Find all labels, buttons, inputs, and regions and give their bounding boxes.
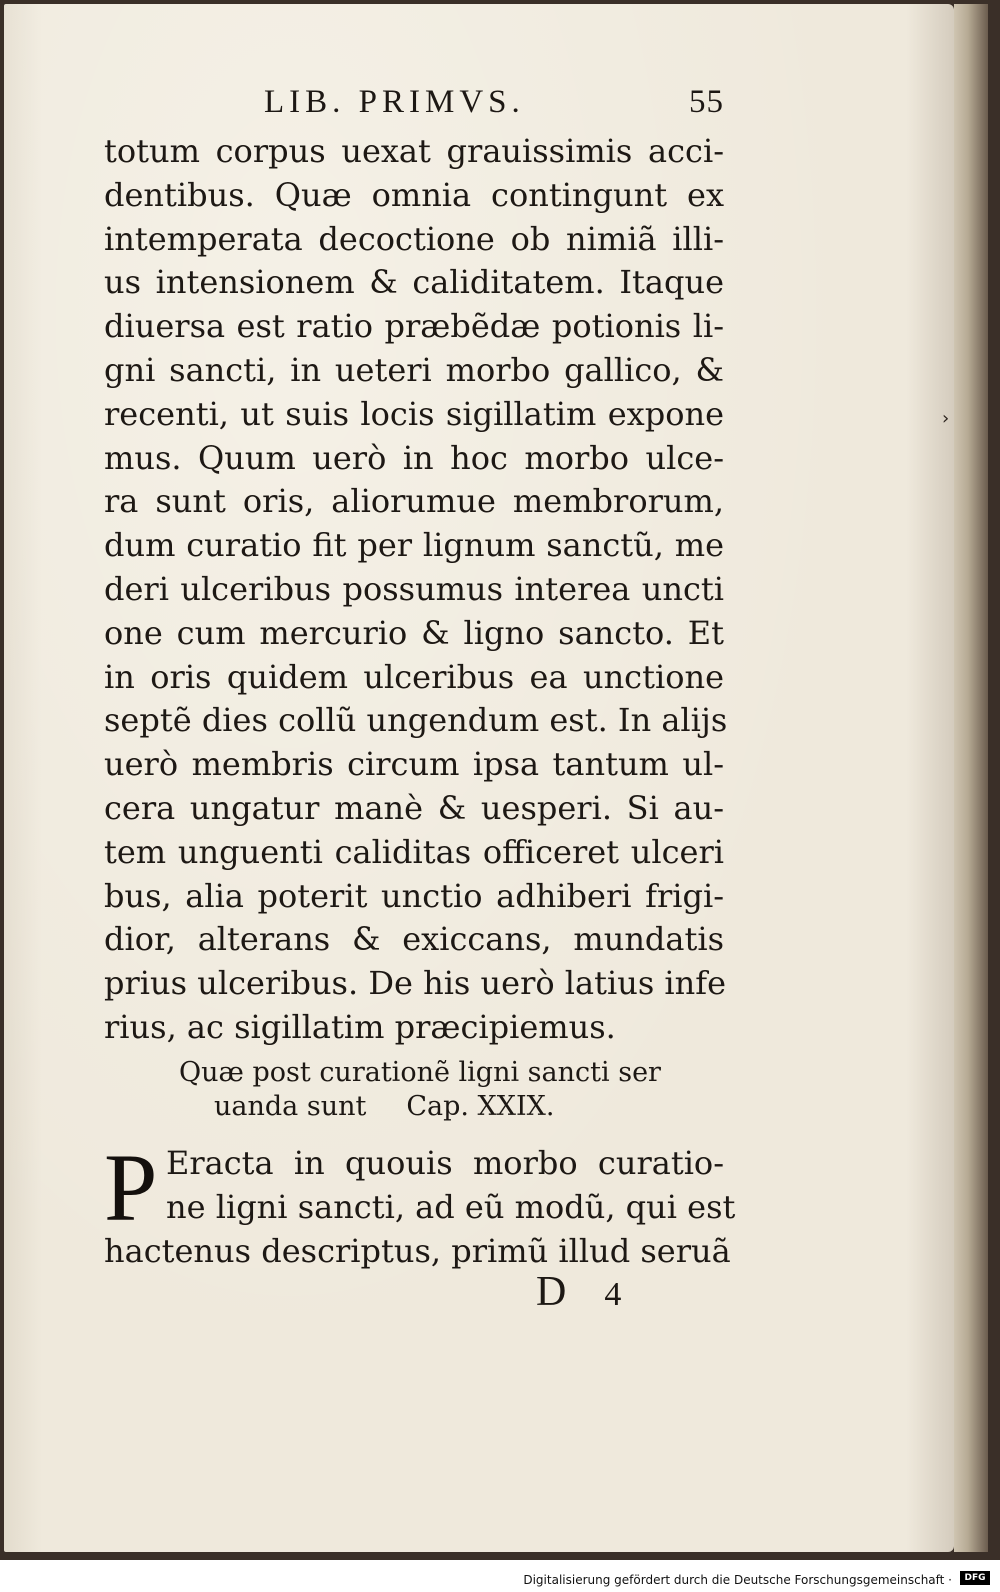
body-paragraph bbox=[104, 130, 728, 1050]
page-number: 55 bbox=[689, 84, 724, 120]
signature-number: 4 bbox=[604, 1276, 622, 1313]
text-line: dum curatio fit per lignum sanctũ, me bbox=[104, 526, 724, 565]
text-line: mus. Quum uerò in hoc morbo ulce- bbox=[104, 438, 724, 477]
text-line: prius ulceribus. De his uerò latius infe bbox=[104, 964, 727, 1003]
chapter-heading-line: Quæ post curationẽ ligni sancti ser bbox=[179, 1057, 661, 1088]
signature-mark bbox=[536, 1268, 621, 1316]
book-page bbox=[4, 4, 954, 1552]
text-line: in oris quidem ulceribus ea unctione bbox=[104, 657, 724, 696]
text-line: septẽ dies collũ ungendum est. In alijs bbox=[104, 701, 728, 740]
text-line: cera ungatur manè & uesperi. Si au- bbox=[104, 788, 724, 827]
signature-letter: D bbox=[536, 1269, 567, 1315]
running-head-title: LIB. PRIMVS. bbox=[264, 84, 525, 120]
dfg-logo: DFG bbox=[960, 1571, 990, 1585]
page-edge bbox=[954, 4, 988, 1552]
chapter-heading bbox=[179, 1056, 661, 1124]
text-line: one cum mercurio & ligno sancto. Et bbox=[104, 613, 724, 652]
text-line: intemperata decoctione ob nimiã illi- bbox=[104, 219, 724, 258]
text-line: dentibus. Quæ omnia contingunt ex bbox=[104, 175, 724, 214]
text-line: gni sancti, in ueteri morbo gallico, & bbox=[104, 350, 724, 389]
text-line: dior, alterans & exiccans, mundatis bbox=[104, 920, 724, 959]
chapter-heading-text: uanda sunt bbox=[214, 1091, 367, 1122]
text-line: us intensionem & caliditatem. Itaque bbox=[104, 263, 724, 302]
text-line: ra sunt oris, aliorumue membrorum, bbox=[104, 482, 724, 521]
text-line: totum corpus uexat grauissimis acci- bbox=[104, 132, 724, 170]
text-line: ne ligni sancti, ad eũ modũ, qui est bbox=[166, 1187, 736, 1226]
text-line: Eracta in quouis morbo curatio- bbox=[166, 1144, 724, 1182]
chapter-number: Cap. XXIX. bbox=[406, 1091, 555, 1122]
text-line: recenti, ut suis locis sigillatim expone bbox=[104, 394, 724, 433]
chapter-paragraph bbox=[104, 1134, 736, 1273]
text-line: tem unguenti caliditas officeret ulceri bbox=[104, 832, 724, 871]
text-line: uerò membris circum ipsa tantum ul- bbox=[104, 745, 724, 784]
footer-bar bbox=[0, 1560, 1000, 1592]
text-line: rius, ac sigillatim præcipiemus. bbox=[104, 1007, 616, 1046]
drop-cap-initial: P bbox=[104, 1134, 158, 1241]
text-line: deri ulceribus possumus interea uncti bbox=[104, 569, 724, 608]
text-line: hactenus descriptus, primũ illud seruã bbox=[104, 1231, 731, 1270]
text-line: diuersa est ratio præbẽdæ potionis li- bbox=[104, 307, 724, 346]
margin-mark: › bbox=[942, 408, 950, 429]
chapter-heading-line bbox=[179, 1090, 649, 1124]
funding-credit: Digitalisierung gefördert durch die Deutsche Forschungsgemeinschaft · bbox=[523, 1573, 952, 1587]
text-line: bus, alia poterit unctio adhiberi frigi- bbox=[104, 876, 724, 915]
